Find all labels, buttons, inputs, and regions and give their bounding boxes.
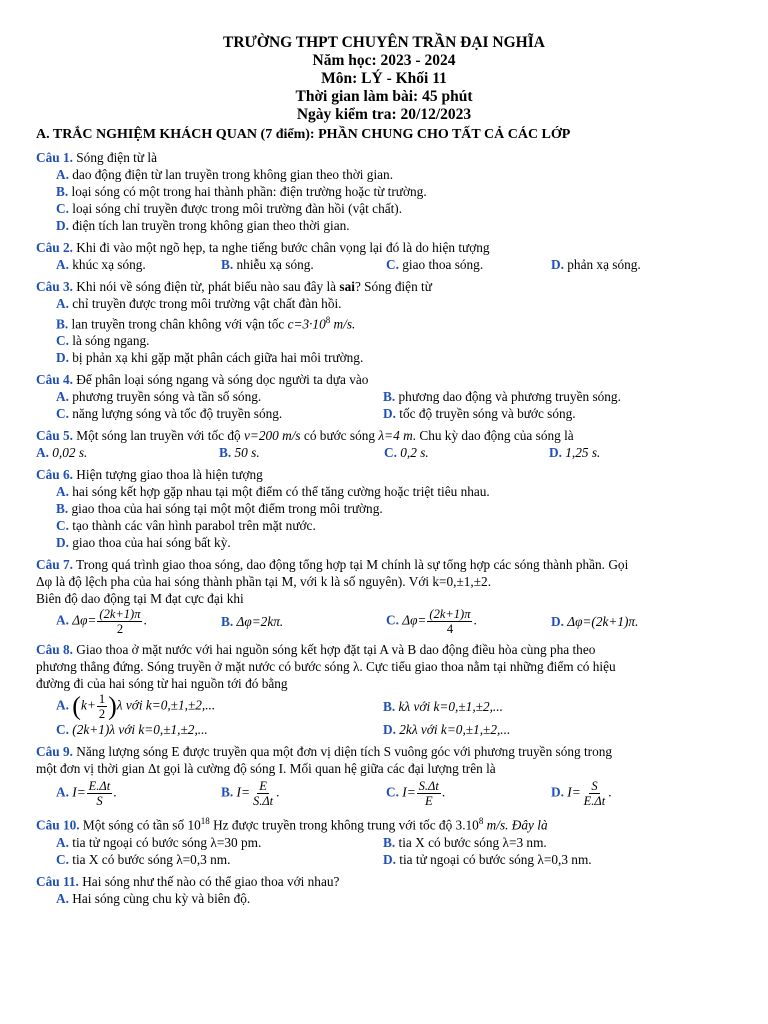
option-b: B. loại sóng có một trong hai thành phần: điện trường hoặc từ trường. (56, 184, 427, 199)
option-b: B. 50 s. (219, 445, 260, 461)
question-1 (36, 149, 732, 234)
question-number: Câu 2. (36, 240, 73, 255)
exam-date: Ngày kiểm tra: 20/12/2023 (296, 106, 472, 123)
school-name: TRƯỜNG THPT CHUYÊN TRẦN ĐẠI NGHĨA (223, 34, 545, 51)
question-stem: Khi đi vào một ngõ hẹp, ta nghe tiếng bước chân vọng lại đó là do hiện tượng (76, 240, 490, 255)
option-d: D. phản xạ sóng. (551, 257, 641, 272)
option-a: A. I= $\frac{E.\Delta t}{S}$ . (56, 779, 117, 809)
option-d: D. 2kλ với k=0,±1,±2,... (383, 722, 511, 738)
question-number: Câu 6. (36, 467, 73, 483)
question-10: Câu 10. Một sóng có tần số $10^{18}$ Hz được truyền trong không trung với tốc độ 3.10$^8$ m/s. Đây là A. tia tử ngoại có bước sóng λ=30 pm. B. tia X có bước sóng λ=3 nm. C. tia X có bước sóng λ=0,3 nm. D. tia tử ngoại có bước sóng λ=0,3 nm. (36, 816, 592, 867)
question-11 (36, 873, 732, 907)
option-b: B. lan truyền trong chân không với vận tốc $c=3\cdot 10^8$ m/s. (56, 315, 356, 332)
option-d: D. tia tử ngoại có bước sóng λ=0,3 nm. (383, 851, 592, 867)
option-a: A. khúc xạ sóng. (56, 257, 146, 272)
option-d: D. điện tích lan truyền trong không gian theo thời gian. (56, 218, 350, 233)
option-b: B. kλ với k=0,±1,±2,... (383, 699, 503, 715)
question-8: Câu 8. Giao thoa ở mặt nước với hai nguồn sóng kết hợp đặt tại A và B dao động điều hòa cùng pha theo phương thẳng đứng. Sóng truyền ở mặt nước có bước sóng λ. Cực tiểu giao thoa nằm tại những điểm có hiệu đường đi của hai sóng từ hai nguồn tới đó bằng A. (k+ $\frac{1}{2}$ )λ với k=0,±1,±2,... B. kλ với k=0,±1,±2,... C. (2k+1)λ với k=0,±1,±2,... D. 2kλ với k=0,±1,±2,... (36, 642, 616, 738)
option-c: C. I= $\frac{S.\Delta t}{E}$ . (386, 779, 446, 809)
question-2 (36, 239, 732, 273)
option-c: C. giao thoa sóng. (386, 257, 484, 272)
question-6 (36, 466, 732, 551)
option-c: C. Δφ= $\frac{(2k+1)\pi}{4}$ . (386, 607, 477, 637)
option-b: B. nhiễu xạ sóng. (221, 257, 314, 272)
question-number: Câu 10. (36, 817, 80, 833)
option-d: D. Δφ=(2k+1)π. (551, 614, 639, 630)
option-a: A. 0,02 s. (36, 445, 88, 461)
question-number: Câu 5. (36, 428, 73, 444)
option-a: A. (k+ $\frac{1}{2}$ )λ với k=0,±1,±2,... (56, 691, 216, 722)
exam-header (36, 34, 732, 124)
option-d: D. 1,25 s. (549, 445, 601, 461)
option-a: A. phương truyền sóng và tần số sóng. (56, 389, 262, 405)
question-number: Câu 9. (36, 744, 73, 760)
option-a: A. Hai sóng cùng chu kỳ và biên độ. (56, 890, 251, 906)
option-b: B. I= $\frac{E}{S.\Delta t}$ . (221, 779, 280, 809)
option-c: C. là sóng ngang. (56, 333, 150, 349)
option-d: D. bị phản xạ khi gặp mặt phân cách giữa hai môi trường. (56, 350, 364, 366)
question-stem: Hiện tượng giao thoa là hiện tượng (76, 467, 263, 483)
option-d: D. tốc độ truyền sóng và bước sóng. (383, 406, 576, 422)
question-number: Câu 7. (36, 557, 73, 573)
option-c: C. 0,2 s. (384, 445, 429, 461)
option-a: A. tia tử ngoại có bước sóng λ=30 pm. (56, 834, 262, 850)
school-year: Năm học: 2023 - 2024 (312, 52, 456, 69)
question-stem: Hai sóng như thế nào có thể giao thoa với nhau? (82, 873, 340, 889)
option-d: D. giao thoa của hai sóng bất kỳ. (56, 535, 231, 551)
option-b: B. Δφ=2kπ. (221, 614, 284, 630)
question-number: Câu 11. (36, 873, 79, 889)
option-c: C. tạo thành các vân hình parabol trên mặt nước. (56, 518, 316, 534)
subject: Môn: LÝ - Khối 11 (321, 70, 447, 87)
question-7: Câu 7. Trong quá trình giao thoa sóng, dao động tổng hợp tại M chính là sự tổng hợp các sóng thành phần. Gọi Δφ là độ lệch pha của hai sóng thành phần tại M, với k là số nguyên). Với k=0,±1,±2. Biên độ dao động tại M đạt cực đại khi A. Δφ= $\frac{(2k+1)\pi}{2}$ . B. Δφ=2kπ. C. Δφ= $\frac{(2k+1)\pi}{4}$ . D. Δφ=(2k+1)π. (36, 556, 732, 636)
section-a-title: A. TRẮC NGHIỆM KHÁCH QUAN (7 điểm): PHẦN CHUNG CHO TẤT CẢ CÁC LỚP (36, 127, 571, 142)
option-c: C. tia X có bước sóng λ=0,3 nm. (56, 851, 231, 867)
question-number: Câu 8. (36, 642, 73, 658)
option-a: A. hai sóng kết hợp gặp nhau tại một điểm có thể tăng cường hoặc triệt tiêu nhau. (56, 484, 490, 500)
option-b: B. tia X có bước sóng λ=3 nm. (383, 834, 547, 850)
option-c: C. loại sóng chỉ truyền được trong môi trường đàn hồi (vật chất). (56, 201, 403, 216)
option-c: C. năng lượng sóng và tốc độ truyền sóng. (56, 406, 283, 422)
question-5: Câu 5. Một sóng lan truyền với tốc độ v=200 m/s có bước sóng λ=4 m. Chu kỳ dao động của sóng là A. 0,02 s. B. 50 s. C. 0,2 s. D. 1,25 s. (36, 427, 732, 461)
option-b: B. phương dao động và phương truyền sóng. (383, 389, 621, 405)
question-9: Câu 9. Năng lượng sóng E được truyền qua một đơn vị diện tích S vuông góc với phương truyền sóng trong một đơn vị thời gian Δt gọi là cường độ sóng I. Mối quan hệ giữa các đại lượng trên là A. I= $\frac{E.\Delta t}{S}$ . B. I= $\frac{E}{S.\Delta t}$ . C. I= $\frac{S.\Delta t}{E}$ . D. I= $\frac{S}{E.\Delta t}$ . (36, 743, 732, 808)
option-a: A. dao động điện từ lan truyền trong không gian theo thời gian. (56, 167, 394, 182)
question-number: Câu 4. (36, 372, 73, 388)
question-4 (36, 371, 732, 422)
option-d: D. I= $\frac{S}{E.\Delta t}$ . (551, 779, 612, 809)
option-c: C. (2k+1)λ với k=0,±1,±2,... (56, 722, 208, 738)
question-number: Câu 3. (36, 279, 73, 294)
option-a: A. chỉ truyền được trong môi trường vật chất đàn hồi. (56, 296, 342, 311)
option-b: B. giao thoa của hai sóng tại một một điểm trong môi trường. (56, 501, 383, 517)
question-stem: Sóng điện từ là (76, 150, 157, 165)
question-3: Câu 3. Khi nói về sóng điện từ, phát biểu nào sau đây là sai? Sóng điện từ A. chỉ truyền được trong môi trường vật chất đàn hồi. B. lan truyền trong chân không với vận tốc $c=3\cdot 10^8$ m/s. C. là sóng ngang. D. bị phản xạ khi gặp mặt phân cách giữa hai môi trường. (36, 278, 732, 366)
question-number: Câu 1. (36, 150, 73, 165)
option-a: A. Δφ= $\frac{(2k+1)\pi}{2}$ . (56, 607, 147, 637)
question-stem: Để phân loại sóng ngang và sóng dọc người ta dựa vào (76, 372, 369, 388)
time-limit: Thời gian làm bài: 45 phút (295, 88, 473, 105)
